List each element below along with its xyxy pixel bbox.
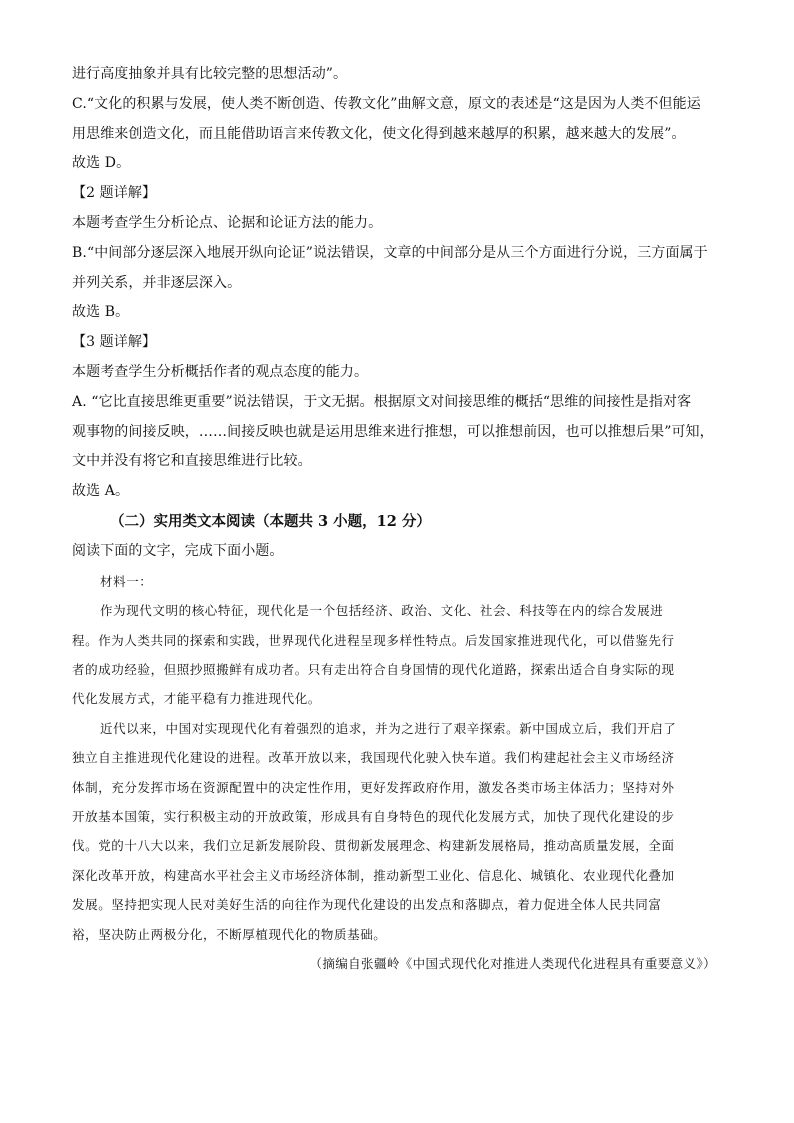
answer-text-line: B.“中间部分逐层深入地展开纵向论证”说法错误，文章的中间部分是从三个方面进行分说，三方面属于 xyxy=(72,244,708,261)
material-line: 近代以来，中国对实现现代化有着强烈的追求，并为之进行了艰辛探索。新中国成立后，我们开启了 xyxy=(100,720,677,736)
answer-text-line: C.“文化的积累与发展，使人类不断创造、传教文化”曲解文意，原文的表述是“这是因为人类不但能运 xyxy=(72,95,701,112)
section-title: （二）实用类文本阅读（本题共 3 小题，12 分） xyxy=(110,512,431,530)
material-line: 伐。党的十八大以来，我们立足新发展阶段、贯彻新发展理念、构建新发展格局，推动高质量发展，全面 xyxy=(72,838,675,854)
answer-choice: 故选 D。 xyxy=(72,155,131,172)
material-line: 独立自主推进现代化建设的进程。改革开放以来，我国现代化驶入快车道。我们构建起社会主义市场经济 xyxy=(72,750,675,766)
answer-text-line: 观事物的间接反映，……间接反映也就是运用思维来进行推想，可以推想前因，也可以推想后果”可知， xyxy=(72,423,714,440)
material-line: 代化发展方式，才能平稳有力推进现代化。 xyxy=(72,691,321,707)
answer-text-line: 文中并没有将它和直接思维进行比较。 xyxy=(72,453,312,470)
answer-text-line: A. “它比直接思维更重要”说法错误，于文无据。根据原文对间接思维的概括“思维的间接性是指对客 xyxy=(72,393,692,410)
answer-text-line: 并列关系，并非逐层深入。 xyxy=(72,274,242,291)
answer-choice: 故选 B。 xyxy=(72,304,130,321)
material-line: 者的成功经验，但照抄照搬鲜有成功者。只有走出符合自身国情的现代化道路，探索出适合自身实际的现 xyxy=(72,661,675,677)
question-heading: 【2 题详解】 xyxy=(72,185,157,202)
material-line: 裕，坚决防止两极分化，不断厚植现代化的物质基础。 xyxy=(72,926,387,942)
source-citation: （摘编自张疆岭《中国式现代化对推进人类现代化进程具有重要意义》） xyxy=(309,956,716,972)
material-line: 开放基本国策，实行积极主动的开放政策，形成具有自身特色的现代化发展方式，加快了现代化建设的步 xyxy=(72,809,675,824)
document-page xyxy=(72,60,720,979)
answer-text-line: 本题考查学生分析概括作者的观点态度的能力。 xyxy=(72,363,369,380)
material-label: 材料一： xyxy=(100,573,153,589)
answer-choice: 故选 A。 xyxy=(72,483,130,500)
answer-text-line: 用思维来创造文化，而且能借助语言来传教文化，使文化得到越来越厚的积累，越来越大的发展”。 xyxy=(72,125,686,142)
material-line: 程。作为人类共同的探索和实践，世界现代化进程呈现多样性特点。后发国家推进现代化，可以借鉴先行 xyxy=(72,632,675,648)
material-line: 体制，充分发挥市场在资源配置中的决定性作用，更好发挥政府作用，激发各类市场主体活力；坚持对外 xyxy=(72,779,675,795)
material-line: 发展。坚持把实现人民对美好生活的向往作为现代化建设的出发点和落脚点，着力促进全体人民共同富 xyxy=(72,897,662,913)
answer-text-line: 本题考查学生分析论点、论据和论证方法的能力。 xyxy=(72,214,383,231)
instruction-text: 阅读下面的文字，完成下面小题。 xyxy=(72,542,284,559)
material-line: 深化改革开放，构建高水平社会主义市场经济体制，推动新型工业化、信息化、城镇化、农业现代化叠加 xyxy=(72,867,675,883)
answer-text-line: 进行高度抽象并具有比较完整的思想活动”。 xyxy=(72,66,348,82)
material-line: 作为现代文明的核心特征，现代化是一个包括经济、政治、文化、社会、科技等在内的综合发展进 xyxy=(100,603,664,619)
question-heading: 【3 题详解】 xyxy=(72,334,157,351)
